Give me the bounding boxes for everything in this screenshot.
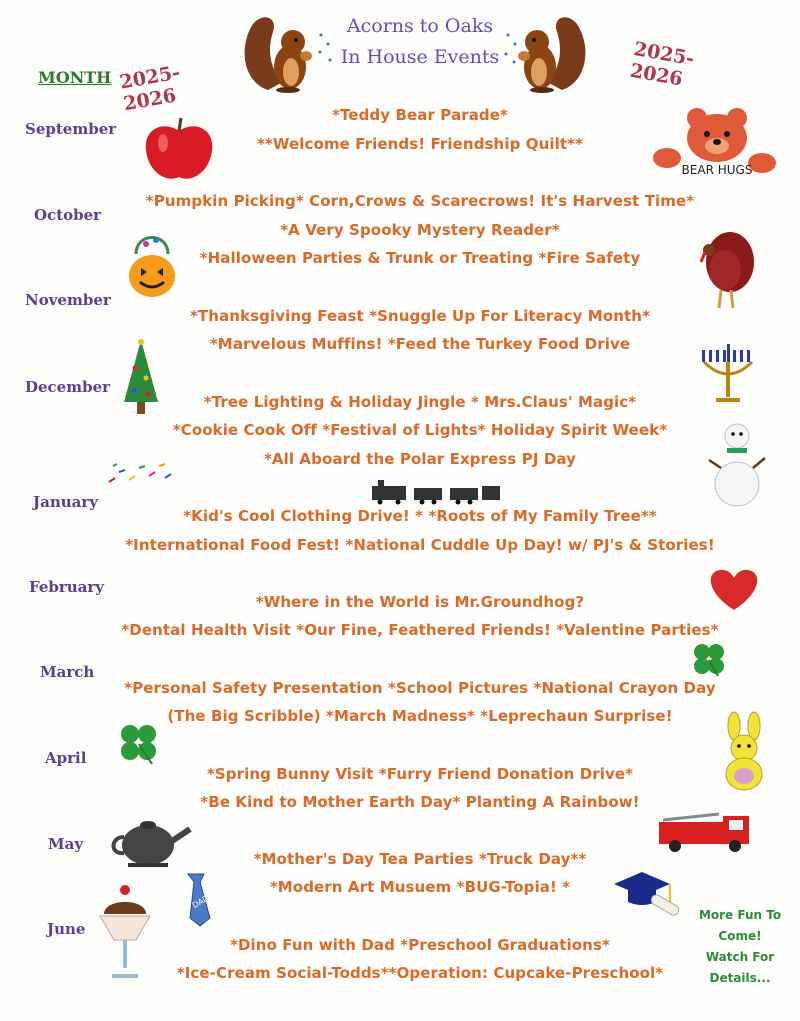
- month-february: February: [29, 578, 105, 596]
- event-line: (The Big Scribble) *March Madness* *Leprechaun Surprise!: [167, 707, 673, 725]
- month-march: March: [40, 663, 95, 681]
- snowman-icon: [705, 420, 769, 508]
- month-may: May: [48, 835, 84, 853]
- clover-left-icon: [116, 720, 162, 766]
- bear-hugs-icon: [652, 108, 777, 186]
- bear-hugs-text: BEAR HUGS: [681, 163, 753, 177]
- event-line: *Be Kind to Mother Earth Day* Planting A Rainbow!: [200, 793, 640, 811]
- bunny-icon: [718, 712, 770, 792]
- pumpkin-basket-icon: [128, 226, 176, 298]
- event-line: *Halloween Parties & Trunk or Treating *Fire Safety: [199, 249, 641, 267]
- year-left: 2025-2026: [118, 61, 182, 116]
- fire-truck-icon: [655, 810, 755, 854]
- event-line: *Modern Art Musuem *BUG-Topia! *: [269, 878, 571, 896]
- confetti-icon: [105, 460, 175, 490]
- apple-icon: [143, 115, 215, 183]
- heart-icon: [706, 568, 762, 612]
- train-icon: [370, 478, 502, 504]
- event-line: *All Aboard the Polar Express PJ Day: [263, 450, 577, 468]
- christmas-tree-icon: [120, 338, 162, 416]
- event-line: *Where in the World is Mr.Groundhog?: [255, 593, 585, 611]
- more-fun-note: [690, 905, 790, 989]
- clover-right-icon: [690, 640, 728, 678]
- tie-text: DAD: [190, 893, 211, 911]
- event-line: *Kid's Cool Clothing Drive! * *Roots of My Family Tree**: [183, 507, 657, 525]
- month-december: December: [25, 378, 111, 396]
- title-line-1: Acorns to Oaks: [346, 15, 494, 37]
- event-line: *Dino Fun with Dad *Preschool Graduations*: [230, 936, 610, 954]
- necktie-icon: [180, 872, 220, 928]
- month-january: January: [33, 493, 98, 511]
- menorah-icon: [698, 342, 758, 404]
- more-fun-line: Details...: [709, 971, 771, 985]
- title-line-2: In House Events: [340, 46, 500, 68]
- event-line: **Welcome Friends! Friendship Quilt**: [256, 135, 584, 153]
- event-line: *Personal Safety Presentation *School Pictures *National Crayon Day: [124, 679, 716, 697]
- month-september: September: [25, 120, 117, 138]
- event-line: *Pumpkin Picking* Corn,Crows & Scarecrows! It's Harvest Time*: [145, 192, 695, 210]
- event-line: *Tree Lighting & Holiday Jingle * Mrs.Claus' Magic*: [203, 393, 637, 411]
- more-fun-line: Watch For: [705, 950, 775, 964]
- month-june: June: [47, 920, 86, 938]
- event-line: *Spring Bunny Visit *Furry Friend Donation Drive*: [206, 765, 634, 783]
- more-fun-line: Come!: [718, 929, 762, 943]
- event-line: *Ice-Cream Social-Todds**Operation: Cupcake-Preschool*: [176, 964, 664, 982]
- event-line: *International Food Fest! *National Cuddle Up Day! w/ PJ's & Stories!: [125, 536, 715, 554]
- event-line: *Cookie Cook Off *Festival of Lights* Holiday Spirit Week*: [172, 421, 668, 439]
- event-line: *Marvelous Muffins! *Feed the Turkey Food Drive: [209, 335, 631, 353]
- more-fun-line: More Fun To: [698, 908, 782, 922]
- month-october: October: [34, 206, 102, 224]
- squirrel-left-icon: [238, 12, 318, 94]
- event-line: *Mother's Day Tea Parties *Truck Day**: [253, 850, 587, 868]
- month-header: MONTH: [38, 68, 112, 87]
- month-november: November: [25, 291, 111, 309]
- teapot-icon: [110, 815, 194, 867]
- turkey-icon: [695, 222, 755, 312]
- graduation-cap-icon: [610, 868, 682, 924]
- event-line: *Dental Health Visit *Our Fine, Feathered Friends! *Valentine Parties*: [121, 621, 719, 639]
- ice-cream-sundae-icon: [98, 884, 152, 984]
- month-april: April: [45, 749, 87, 767]
- event-line: *Teddy Bear Parade*: [332, 106, 508, 124]
- event-line: *Thanksgiving Feast *Snuggle Up For Literacy Month*: [189, 307, 651, 325]
- event-line: *A Very Spooky Mystery Reader*: [280, 221, 560, 239]
- year-right: 2025-2026: [628, 38, 696, 91]
